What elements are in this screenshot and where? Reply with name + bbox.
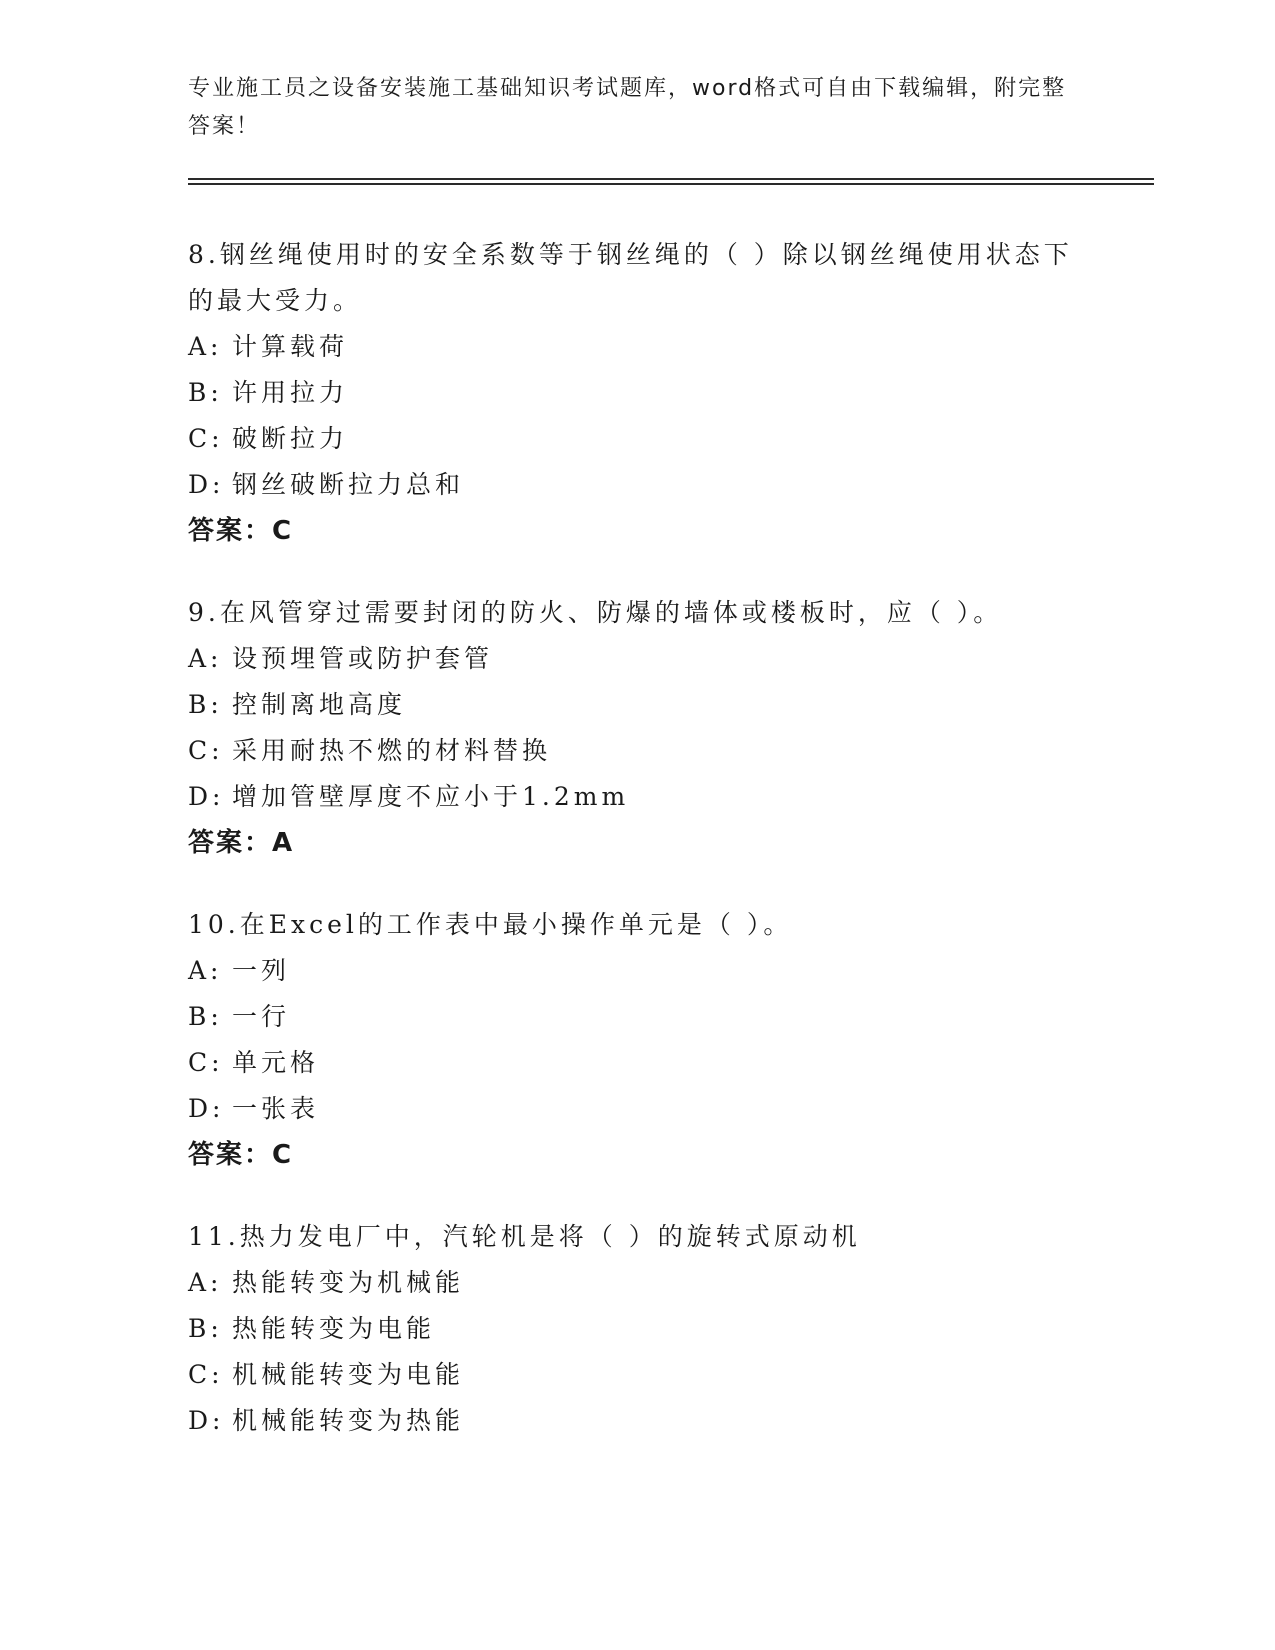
option-b [188, 682, 1088, 728]
option-letter: B: [188, 1002, 223, 1031]
option-d [188, 1086, 1088, 1132]
option-text: 一列 [232, 956, 291, 985]
option-letter: B: [188, 690, 223, 719]
option-letter: C: [188, 736, 224, 765]
option-b [188, 1306, 1088, 1352]
option-letter: D: [188, 1406, 225, 1435]
document-header: 专业施工员之设备安装施工基础知识考试题库，word格式可自由下载编辑，附完整答案！ [188, 76, 1067, 139]
option-letter: A: [188, 956, 223, 985]
option-b [188, 370, 1088, 416]
question-stem: 10.在Excel的工作表中最小操作单元是（ ）。 [188, 910, 793, 939]
option-letter: C: [188, 424, 224, 453]
option-b [188, 994, 1088, 1040]
option-letter: B: [188, 378, 223, 407]
option-text: 控制离地高度 [232, 690, 407, 719]
option-letter: D: [188, 782, 225, 811]
option-letter: A: [188, 1268, 223, 1297]
option-a [188, 1260, 1088, 1306]
answer-line: 答案：A [188, 828, 295, 858]
option-text: 一张表 [232, 1094, 320, 1123]
question-10 [188, 902, 1088, 1178]
header-divider-top [188, 178, 1154, 180]
option-c [188, 728, 1088, 774]
option-letter: A: [188, 644, 223, 673]
option-text: 机械能转变为热能 [232, 1406, 465, 1435]
question-11 [188, 1214, 1088, 1444]
answer-line: 答案：C [188, 1140, 294, 1170]
option-d [188, 774, 1088, 820]
question-stem: 11.热力发电厂中，汽轮机是将（ ）的旋转式原动机 [188, 1222, 861, 1251]
option-a [188, 636, 1088, 682]
option-text: 破断拉力 [232, 424, 349, 453]
option-text: 钢丝破断拉力总和 [232, 470, 465, 499]
option-c [188, 416, 1088, 462]
option-text: 设预埋管或防护套管 [232, 644, 494, 673]
question-8 [188, 232, 1088, 554]
option-text: 增加管壁厚度不应小于1.2mm [232, 782, 630, 811]
question-9 [188, 590, 1088, 866]
option-d [188, 462, 1088, 508]
option-text: 热能转变为机械能 [232, 1268, 465, 1297]
option-a [188, 324, 1088, 370]
option-text: 计算载荷 [232, 332, 349, 361]
option-text: 采用耐热不燃的材料替换 [232, 736, 552, 765]
option-letter: C: [188, 1360, 224, 1389]
option-letter: B: [188, 1314, 223, 1343]
question-stem: 9.在风管穿过需要封闭的防火、防爆的墙体或楼板时，应（ ）。 [188, 598, 1003, 627]
question-stem: 8.钢丝绳使用时的安全系数等于钢丝绳的（ ）除以钢丝绳使用状态下的最大受力。 [188, 240, 1073, 315]
option-d [188, 1398, 1088, 1444]
option-a [188, 948, 1088, 994]
question-list [188, 232, 1088, 1480]
option-letter: C: [188, 1048, 224, 1077]
option-text: 热能转变为电能 [232, 1314, 436, 1343]
option-letter: D: [188, 1094, 225, 1123]
option-c [188, 1040, 1088, 1086]
option-letter: A: [188, 332, 223, 361]
option-text: 一行 [232, 1002, 291, 1031]
option-text: 许用拉力 [232, 378, 349, 407]
option-c [188, 1352, 1088, 1398]
option-text: 单元格 [232, 1048, 320, 1077]
option-text: 机械能转变为电能 [232, 1360, 465, 1389]
option-letter: D: [188, 470, 225, 499]
header-divider-bottom [188, 183, 1154, 185]
answer-line: 答案：C [188, 516, 294, 546]
